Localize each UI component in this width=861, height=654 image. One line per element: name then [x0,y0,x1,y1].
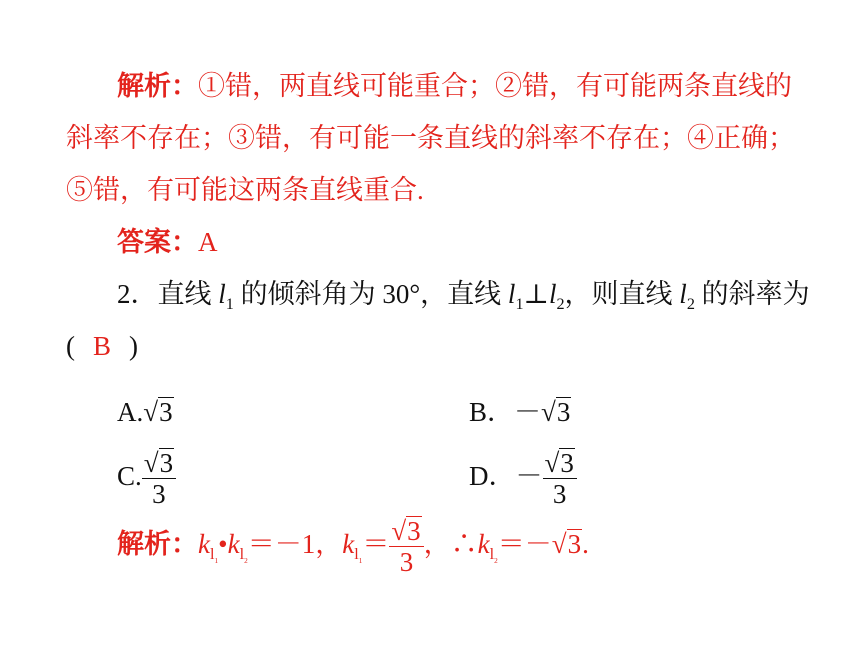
answer-line [117,226,218,258]
option-b-label: B． [469,397,515,427]
question-number: 2． [117,279,158,309]
paren-close: ) [129,331,139,361]
slope-k-l1: $k_{l_1}$ [198,529,219,565]
question-text: 的斜率为 [694,279,810,309]
fraction: $\frac{√3}{3}$ [543,448,577,509]
line-l1: $l_1$ [218,279,234,313]
fraction: $\frac{√3}{3}$ [389,516,423,577]
answer-label: 答案： [117,227,198,257]
equation-text: ＝－ [497,529,552,559]
question-text: 的倾斜角为 30°，直线 [233,279,508,309]
analysis-1-line-2 [66,122,795,154]
analysis-text: ⑤错，有可能这两条直线重合. [66,175,424,205]
option-b[interactable] [469,396,571,428]
analysis-1-line-1 [117,70,792,102]
question-answer: B [93,331,112,361]
analysis-2-line [117,514,589,577]
slope-k-l1: $k_{l_1}$ [342,529,363,565]
slope-k-l2: $k_{l_2}$ [227,529,248,565]
equals-sign: ＝ [362,529,390,559]
minus-sign: － [514,397,542,427]
sqrt-expression: √3 [143,397,173,427]
sqrt-expression: √3 [541,397,571,427]
therefore-symbol: ，∴ [423,529,478,559]
analysis-text: 斜率不存在；③错，有可能一条直线的斜率不存在；④正确； [66,123,795,153]
option-a[interactable] [117,396,174,428]
question-text: ，则直线 [564,279,680,309]
analysis-label: 解析： [117,71,198,101]
option-a-label: A. [117,397,144,427]
analysis-text: ①错，两直线可能重合；②错，有可能两条直线的 [198,71,792,101]
option-d[interactable] [469,446,577,509]
slope-k-l2: $k_{l_2}$ [477,529,498,565]
line-l2: $l_2$ [548,279,565,313]
equation-text: ＝－1， [247,529,343,559]
option-d-label: D． [469,461,516,491]
dot-operator: • [218,529,228,559]
perp-symbol: ⊥ [523,279,549,309]
answer-value: A [198,227,218,257]
analysis-label: 解析： [117,529,198,559]
analysis-1-line-3 [66,174,424,206]
question-2-line-2 [66,330,138,362]
fraction: $\frac{√3}{3}$ [142,448,176,509]
question-text: 直线 [157,279,219,309]
line-l2: $l_2$ [679,279,695,313]
line-l1: $l_1$ [507,279,524,313]
option-c[interactable] [117,446,176,509]
question-2-line-1 [117,278,810,313]
sqrt-expression: √3 [551,529,582,559]
paren-open: ( [66,331,75,361]
period: . [582,529,589,559]
option-c-label: C. [117,461,142,491]
minus-sign: － [515,461,543,491]
